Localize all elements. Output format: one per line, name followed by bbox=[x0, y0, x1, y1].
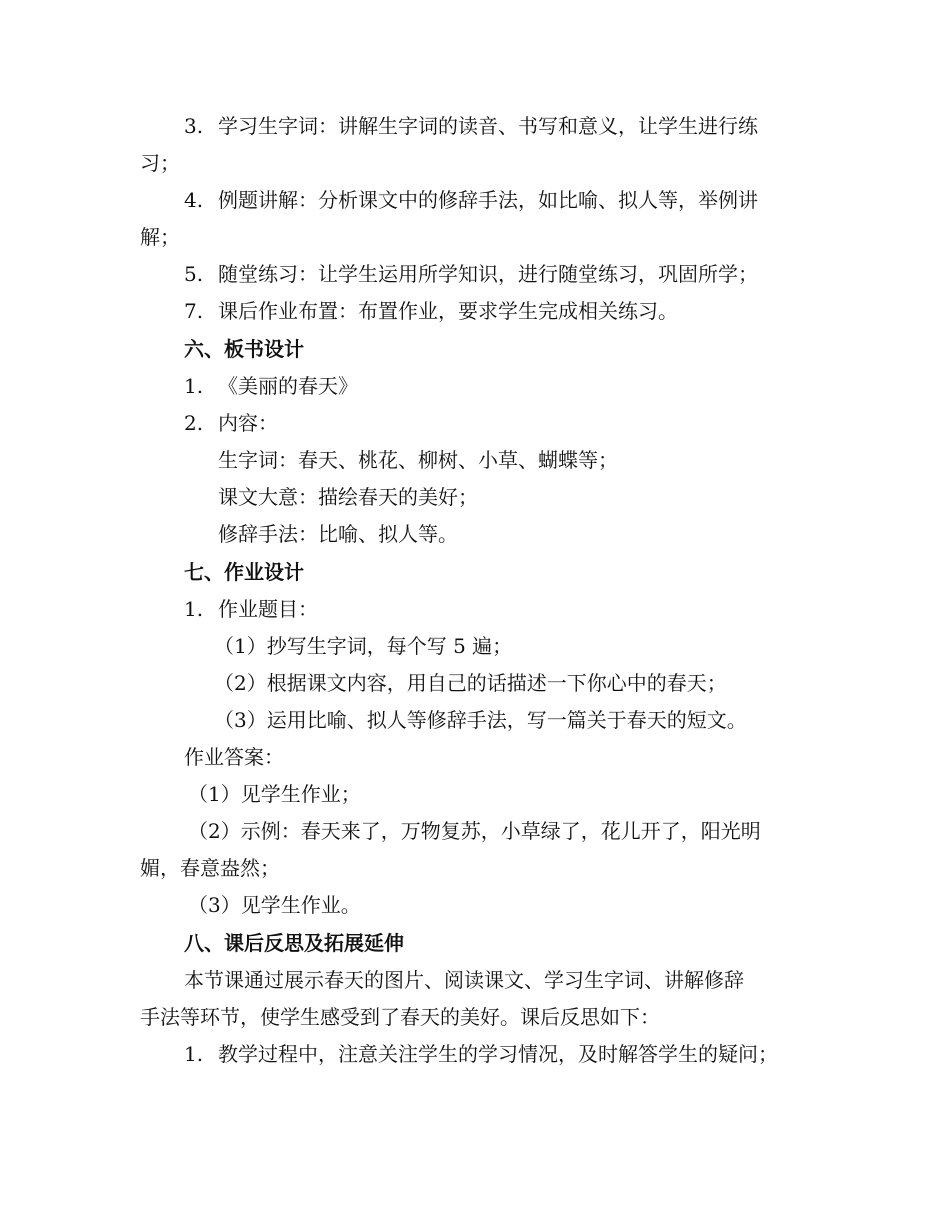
homework-task-3: （3）运用比喻、拟人等修辞手法，写一篇关于春天的短文。 bbox=[214, 708, 747, 732]
board-main-idea: 课文大意：描绘春天的美好； bbox=[218, 485, 478, 509]
board-item-2 bbox=[184, 409, 950, 437]
line-text: 随堂练习：让学生运用所学知识，进行随堂练习，巩固所学； bbox=[218, 262, 758, 286]
homework-task-2: （2）根据课文内容，用自己的话描述一下你心中的春天； bbox=[214, 671, 727, 695]
step-4 bbox=[184, 186, 950, 214]
line-text: 作业题目： bbox=[218, 597, 318, 621]
step-4-continued bbox=[140, 223, 950, 251]
line-text: 例题讲解：分析课文中的修辞手法，如比喻、拟人等，举例讲 bbox=[218, 188, 758, 212]
board-vocabulary: 生字词：春天、桃花、柳树、小草、蝴蝶等； bbox=[218, 448, 618, 472]
answer-2: （2）示例：春天来了，万物复苏，小草绿了，花儿开了，阳光明 bbox=[188, 819, 761, 843]
board-item-1 bbox=[184, 372, 950, 400]
list-number: 1. bbox=[184, 374, 204, 398]
homework-item-1 bbox=[184, 595, 950, 623]
line-text: 学习生字词：讲解生字词的读音、书写和意义，让学生进行练 bbox=[218, 114, 758, 138]
reflection-paragraph: 本节课通过展示春天的图片、阅读课文、学习生字词、讲解修辞 bbox=[184, 968, 744, 992]
line-text: 教学过程中，注意关注学生的学习情况，及时解答学生的疑问； bbox=[218, 1042, 778, 1066]
list-number: 2. bbox=[184, 411, 204, 435]
reflection-item-1 bbox=[184, 1040, 950, 1068]
board-rhetoric: 修辞手法：比喻、拟人等。 bbox=[218, 522, 458, 546]
line-text: 内容： bbox=[218, 411, 278, 435]
line-text: 课后作业布置：布置作业，要求学生完成相关练习。 bbox=[218, 299, 678, 323]
homework-task-1: （1）抄写生字词，每个写 5 遍； bbox=[214, 634, 513, 658]
list-number: 7. bbox=[184, 299, 204, 323]
list-number: 1. bbox=[184, 597, 204, 621]
answer-1: （1）见学生作业； bbox=[188, 782, 361, 806]
step-3-continued bbox=[140, 149, 950, 177]
list-number: 5. bbox=[184, 262, 204, 286]
section-heading-homework-design: 七、作业设计 bbox=[184, 560, 304, 584]
line-text: 习； bbox=[140, 151, 180, 175]
list-number: 3. bbox=[184, 114, 204, 138]
reflection-paragraph-continued: 手法等环节，使学生感受到了春天的美好。课后反思如下： bbox=[140, 1005, 660, 1029]
step-5 bbox=[184, 260, 950, 288]
section-heading-reflection: 八、课后反思及拓展延伸 bbox=[184, 931, 404, 955]
line-text: 解； bbox=[140, 225, 180, 249]
step-7 bbox=[184, 297, 950, 325]
line-text: 《美丽的春天》 bbox=[218, 374, 358, 398]
list-number: 4. bbox=[184, 188, 204, 212]
list-number: 1. bbox=[184, 1042, 204, 1066]
homework-answers-label: 作业答案： bbox=[184, 745, 284, 769]
answer-2-continued: 媚，春意盎然； bbox=[140, 856, 280, 880]
step-3 bbox=[184, 112, 950, 140]
section-heading-board-design: 六、板书设计 bbox=[184, 337, 304, 361]
answer-3: （3）见学生作业。 bbox=[188, 893, 361, 917]
